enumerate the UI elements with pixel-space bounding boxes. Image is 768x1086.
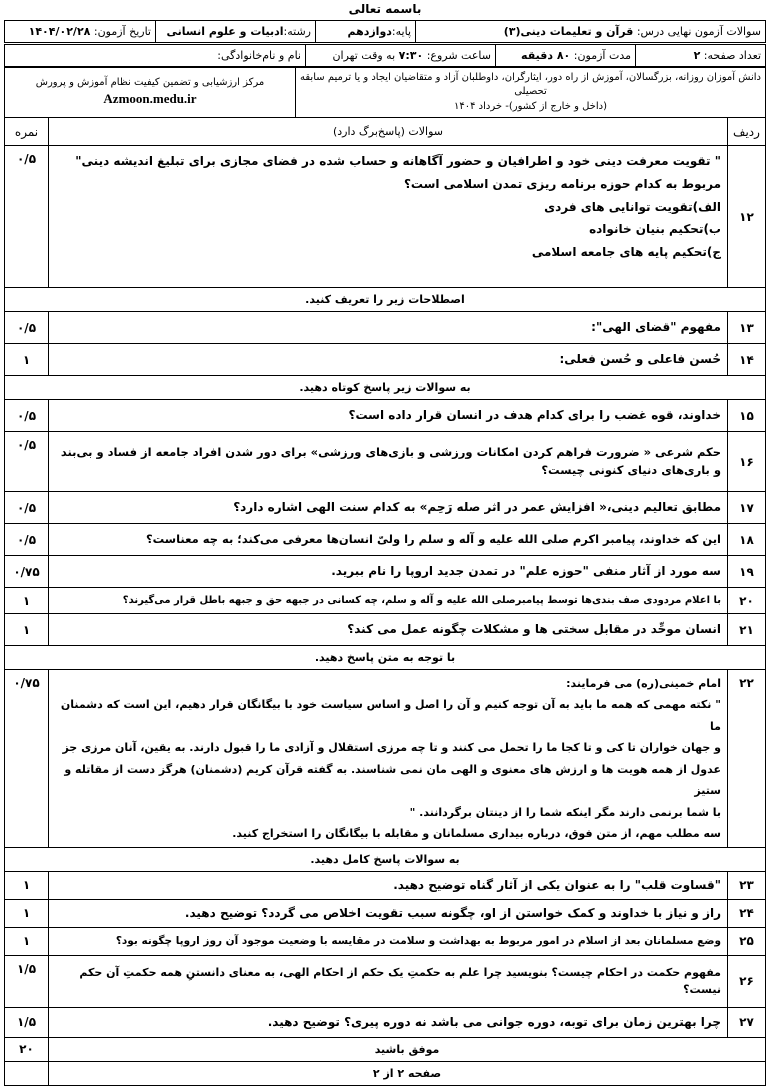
question-row-20: ۲۰ با اعلام مردودی صف بندی‌ها توسط پیامبرصلی الله علیه و آله و سلم، چه کسانی در جبهه حق و جبهه باطل قرار می‌گیرند؟ ۱ [5,588,766,614]
question-row-24: ۲۴ راز و نیاز با خداوند و کمک خواستن از او، چگونه سبب تقویت اخلاص می گردد؟ توضیح دهید. ۱ [5,899,766,927]
question-row-14: ۱۴ حُسن فاعلی و حُسن فعلی: ۱ [5,344,766,376]
website: Azmoon.medu.ir [103,91,197,107]
question-row-19: ۱۹ سه مورد از آثار منفی "حوزه علم" در تمدن جدید اروپا را نام ببرید. ۰/۷۵ [5,556,766,588]
questions-table [4,117,766,1086]
question-row-16: ۱۶ حکم شرعی « ضرورت فراهم کردن امکانات ورزشی و بازی‌های ورزشی» برای دور شدن افراد جامعه از فساد و بی‌بند و باری‌های دنیای کنونی چیست؟ ۰/۵ [5,432,766,492]
exam-page [4,0,766,1080]
pages-cell: تعداد صفحه: ۲ [636,45,766,67]
exam-date: ۱۴۰۴/۰۲/۲۸ [28,25,91,38]
audience-cell: دانش آموزان روزانه، بزرگسالان، آموزش از راه دور، ایثارگران، داوطلبان آزاد و متقاضیان ایجاد و یا ترمیم سابقه تحصیلی (داخل و خارج از کشور)- خرداد ۱۴۰۴ [296,68,766,118]
option-a: الف)تقویت توانایی های فردی [544,199,721,214]
center-cell: مرکز ارزشیابی و تضمین کیفیت نظام آموزش و پرورش Azmoon.medu.ir [5,68,296,118]
col-questions-header: سوالات (پاسخ‌برگ دارد) [49,118,728,146]
page-info: صفحه ۲ از ۲ [49,1061,766,1085]
good-luck: موفق باشید [49,1037,766,1061]
section-define: اصطلاحات زیر را تعریف کنید. [5,288,766,312]
col-score-header: نمره [5,118,49,146]
section-heading-row [5,847,766,871]
question-row-23: ۲۳ "قساوت قلب" را به عنوان یکی از آثار گناه توضیح دهید. ۱ [5,871,766,899]
grade-cell: پایه:دوازدهم [316,21,416,43]
page-info-row [5,1061,766,1085]
question-row-12: ۱۲ " تقویت معرفت دینی خود و اطرافیان و حضور آگاهانه و حساب شده در فضای مجازی برای تبلیغ اندیشه دینی" مربوط به کدام حوزه برنامه ریزی تمدن اسلامی است؟ الف)تقویت توانایی های فردی ب)تحکیم بنیان خانواده ج)تحکیم پایه های جامعه اسلامی ۰/۵ [5,146,766,288]
exam-header-row2 [4,44,766,67]
bismillah: باسمه تعالی [348,2,422,16]
section-text: با توجه به متن پاسخ دهید. [5,646,766,670]
start-time-cell: ساعت شروع: ۷:۳۰ به وقت تهران [306,45,496,67]
section-short: به سوالات زیر پاسخ کوتاه دهید. [5,376,766,400]
section-full: به سوالات پاسخ کامل دهید. [5,847,766,871]
question-row-17: ۱۷ مطابق تعالیم دینی،« افزایش عمر در اثر صله رَحِم» به کدام سنت الهی اشاره دارد؟ ۰/۵ [5,492,766,524]
col-row-header: ردیف [728,118,766,146]
option-b: ب)تحکیم بنیان خانواده [589,222,721,237]
duration-cell: مدت آزمون: ۸۰ دقیقه [496,45,636,67]
date-cell: تاریخ آزمون: ۱۴۰۴/۰۲/۲۸ [5,21,156,43]
question-row-26: ۲۶ مفهوم حکمت در احکام چیست؟ بنویسید چرا علم به حکمتِ یک حکم از احکام الهی، به معنای دانستنِ همه حکمتِ آن حکم نیست؟ ۱/۵ [5,955,766,1007]
question-22-text: امام خمینی(ره) می فرمایند: " نکته مهمی که همه ما باید به آن توجه کنیم و آن را اصل و اساس سیاست خود با بیگانگان قرار دهیم، این است که دشمنان ما و جهان خواران تا کی و تا کجا ما را تحمل می کنند و تا چه مرزی استقلال و آزادی ما را قبول دارند. به یقین، آنان مرزی جز عدول از همه هویت ها و ارزش های معنوی و الهی مان نمی شناسند. به گفته قرآن کریم (دشمنان) هرگز دست از مقاتله و ستیز با شما برنمی دارند مگر اینکه شما را از دینتان برگردانند. " سه مطلب مهم، از متن فوق، درباره بیداری مسلمانان و مقابله با بیگانگان را استخراج کنید. [49,670,728,848]
exam-title-cell: سوالات آزمون نهایی درس: قرآن و تعلیمات دینی(۳) [416,21,766,43]
exam-header [4,20,766,43]
name-cell: نام و نام‌خانوادگی: [5,45,306,67]
field-cell: رشته:ادبیات و علوم انسانی [156,21,316,43]
section-heading-row [5,376,766,400]
question-row-13: ۱۳ مفهوم "قضای الهی": ۰/۵ [5,312,766,344]
section-heading-row [5,288,766,312]
exam-header-row3 [4,67,766,118]
option-c: ج)تحکیم پایه های جامعه اسلامی [531,245,721,260]
question-12-text: " تقویت معرفت دینی خود و اطرافیان و حضور آگاهانه و حساب شده در فضای مجازی برای تبلیغ اندیشه دینی" مربوط به کدام حوزه برنامه ریزی تمدن اسلامی است؟ الف)تقویت توانایی های فردی ب)تحکیم بنیان خانواده ج)تحکیم پایه های جامعه اسلامی [49,146,728,288]
total-score: ۲۰ [5,1037,49,1061]
footer-row [5,1037,766,1061]
section-heading-row [5,646,766,670]
question-row-15: ۱۵ خداوند، قوه غضب را برای کدام هدف در انسان قرار داده است؟ ۰/۵ [5,400,766,432]
table-header-row [5,118,766,146]
question-row-22: ۲۲ امام خمینی(ره) می فرمایند: " نکته مهمی که همه ما باید به آن توجه کنیم و آن را اصل و اساس سیاست خود با بیگانگان قرار دهیم، این است که دشمنان ما و جهان خواران تا کی و تا کجا ما را تحمل می کنند و تا چه مرزی استقلال و آزادی ما را قبول دارند. به یقین، آنان مرزی جز عدول از همه هویت ها و ارزش های معنوی و الهی مان نمی شناسند. به گفته قرآن کریم (دشمنان) هرگز دست از مقاتله و ستیز با شما برنمی دارند مگر اینکه شما را از دینتان برگردانند. " سه مطلب مهم، از متن فوق، درباره بیداری مسلمانان و مقابله با بیگانگان را استخراج کنید. ۰/۷۵ [5,670,766,848]
question-row-21: ۲۱ انسان موحِّد در مقابل سختی ها و مشکلات چگونه عمل می کند؟ ۱ [5,614,766,646]
question-row-18: ۱۸ این که خداوند، پیامبر اکرم صلی الله علیه و آله و سلم را ولیّ انسان‌ها معرفی می‌کند؛ به چه معناست؟ ۰/۵ [5,524,766,556]
question-row-27: ۲۷ چرا بهترین زمان برای توبه، دوره جوانی می باشد نه دوره پیری؟ توضیح دهید. ۱/۵ [5,1007,766,1037]
subject-name: قرآن و تعلیمات دینی(۳) [503,25,634,38]
question-row-25: ۲۵ وضع مسلمانان بعد از اسلام در امور مربوط به بهداشت و سلامت در مقایسه با وضعیت موجود آن روز اروپا چگونه بود؟ ۱ [5,927,766,955]
